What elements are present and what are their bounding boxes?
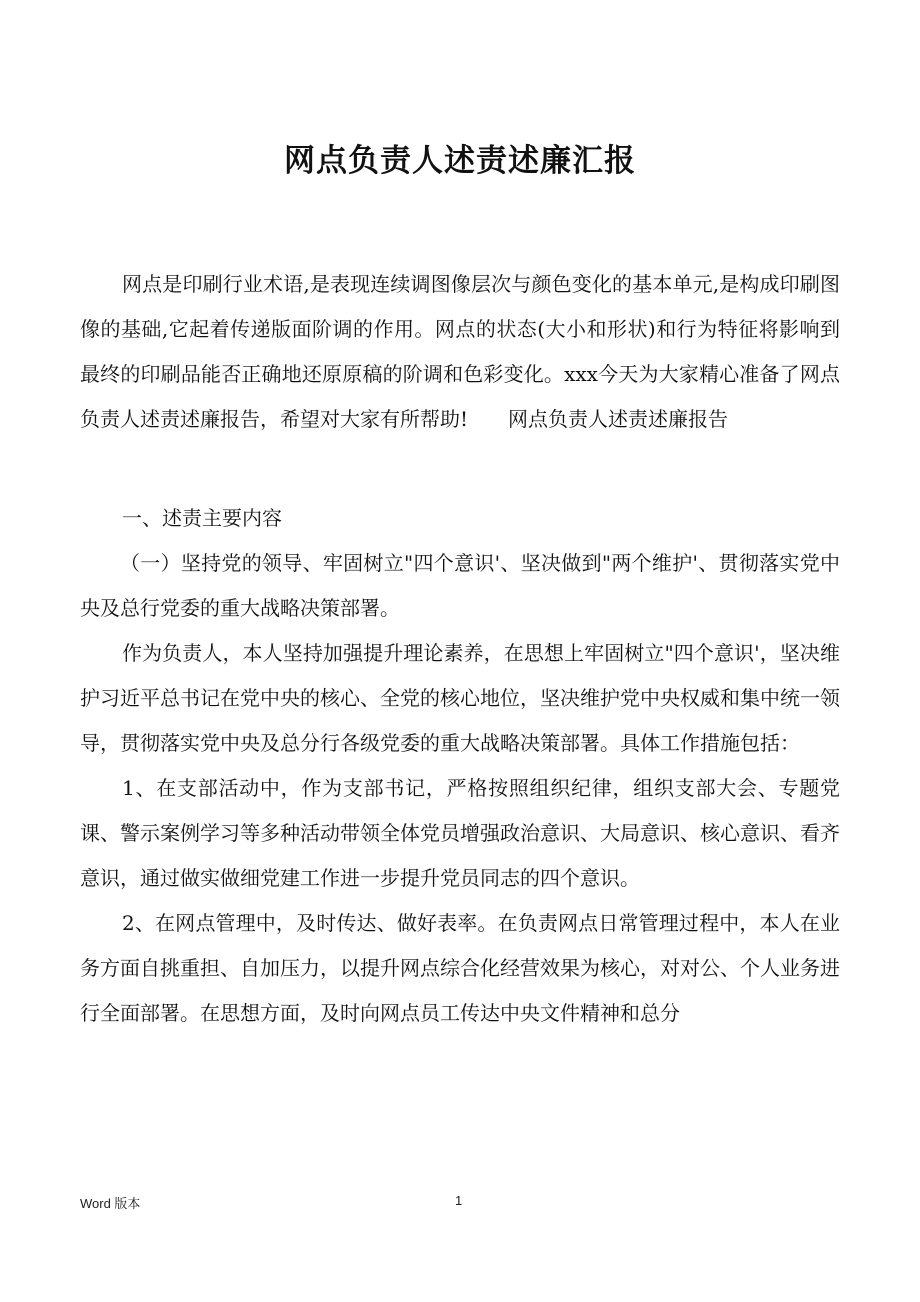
section-heading: 一、述责主要内容 — [122, 506, 282, 530]
document-body — [80, 262, 840, 1036]
numbered-paragraph-2: 2、在网点管理中，及时传达、做好表率。在负责网点日常管理过程中，本人在业务方面自挑重担、自加压力，以提升网点综合化经营效果为核心，对对公、个人业务进行全面部署。在思想方面，及时向网点员工传达中央文件精神和总分 — [80, 911, 840, 1025]
page-number: 1 — [455, 1193, 463, 1208]
document-title: 网点负责人述责述廉汇报 — [284, 143, 636, 179]
body-paragraph: 作为负责人，本人坚持加强提升理论素养，在思想上牢固树立"四个意识'，坚决维护习近平总书记在党中央的核心、全党的核心地位，坚决维护党中央权威和集中统一领导，贯彻落实党中央及总分行各级党委的重大战略决策部署。具体工作措施包括： — [80, 641, 840, 755]
numbered-paragraph-1: 1、在支部活动中，作为支部书记，严格按照组织纪律，组织支部大会、专题党课、警示案例学习等多种活动带领全体党员增强政治意识、大局意识、核心意识、看齐意识，通过做实做细党建工作进一步提升党员同志的四个意识。 — [80, 776, 840, 890]
footer-version-label: Word 版本 — [80, 1196, 141, 1211]
intro-paragraph: 网点是印刷行业术语,是表现连续调图像层次与颜色变化的基本单元,是构成印刷图像的基础,它起着传递版面阶调的作用。网点的状态(大小和形状)和行为特征将影响到最终的印刷品能否正确地还原原稿的阶调和色彩变化。xxx今天为大家精心准备了网点负责人述责述廉报告，希望对大家有所帮助! 网点负责人述责述廉报告 — [80, 272, 840, 431]
subsection-heading: （一）坚持党的领导、牢固树立"四个意识'、坚决做到"两个维护'、贯彻落实党中央及总行党委的重大战略决策部署。 — [80, 551, 840, 620]
